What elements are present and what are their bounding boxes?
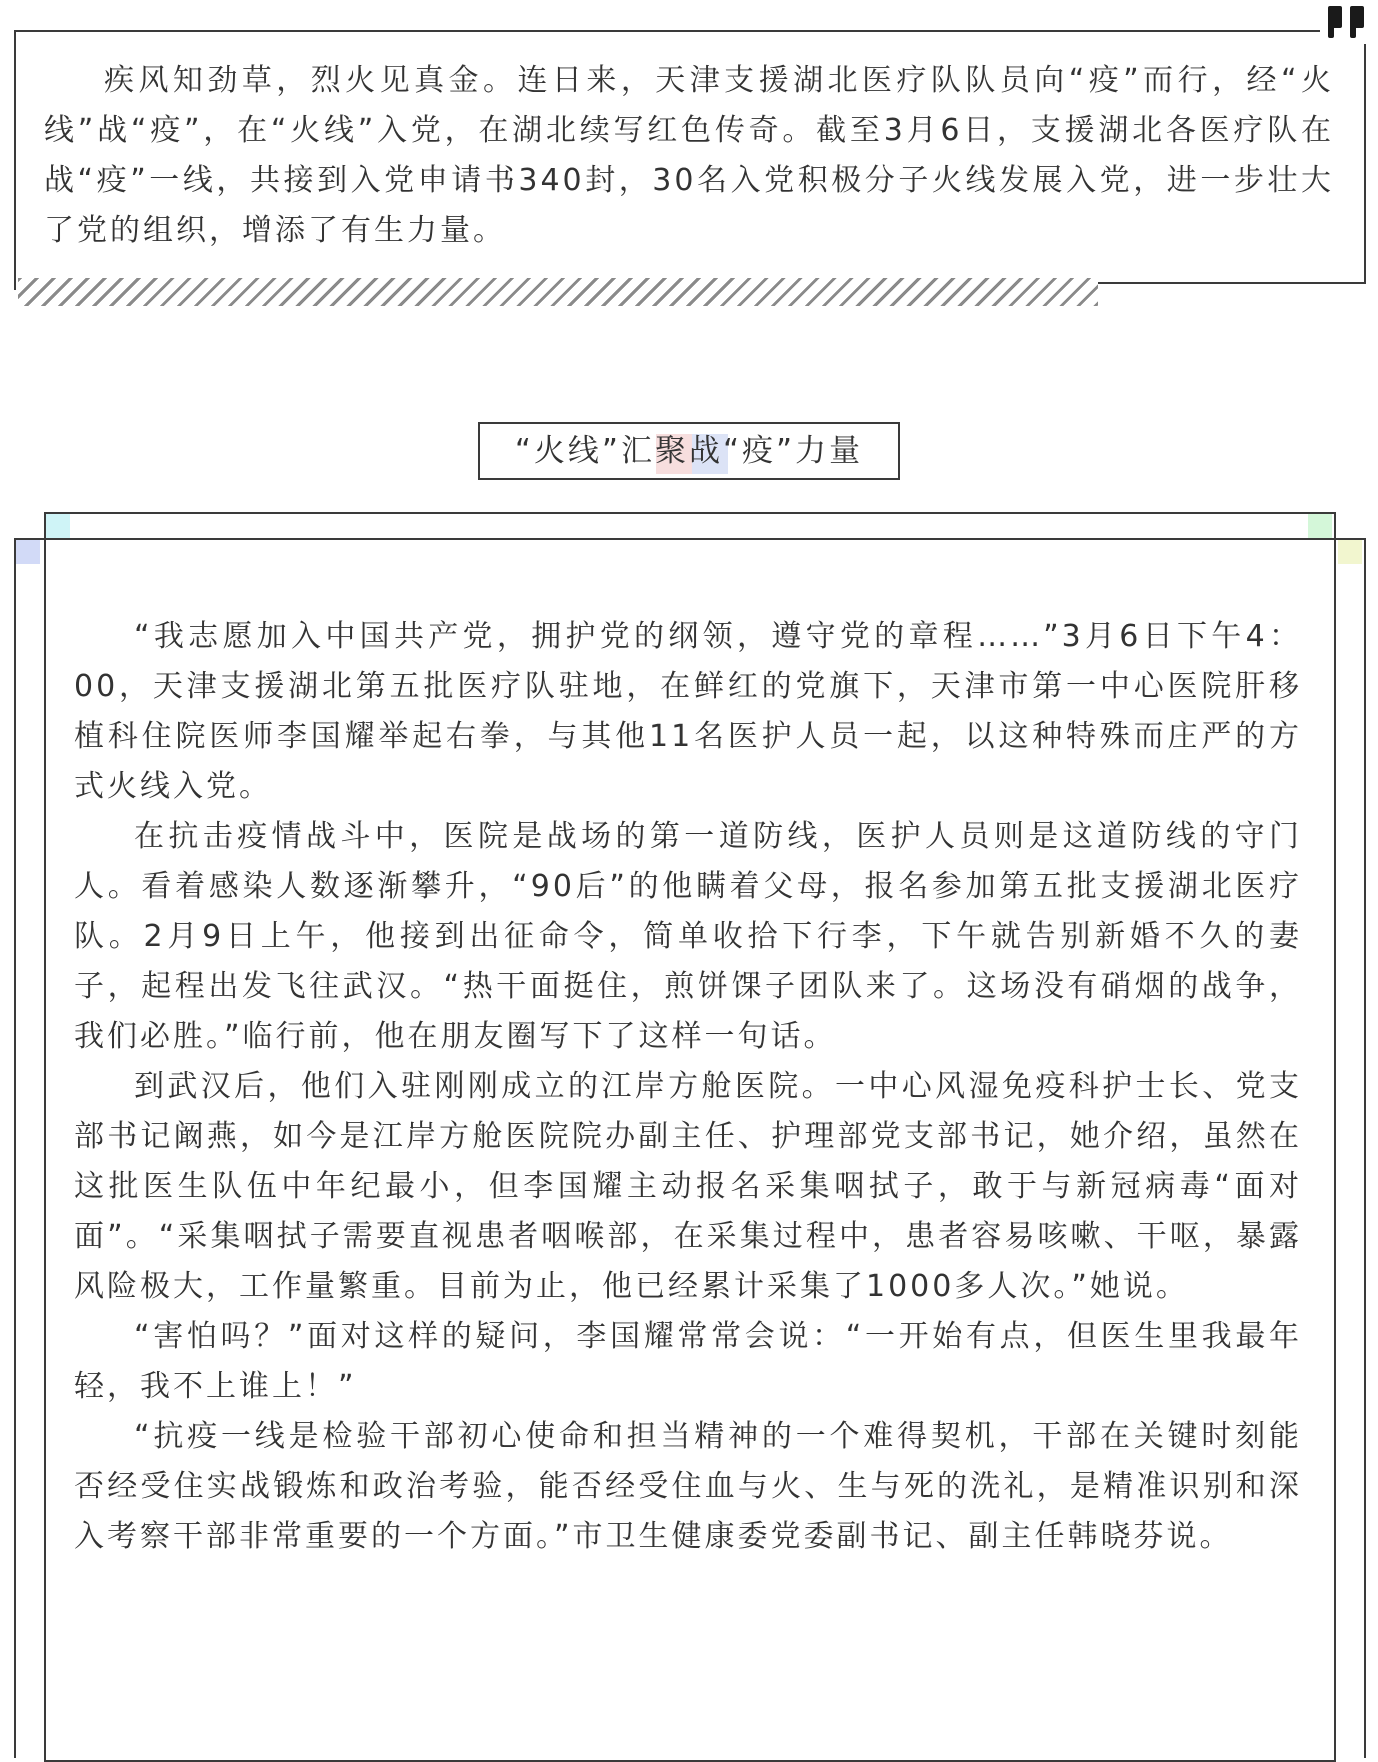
corner-accent-blue <box>16 540 40 564</box>
corner-accent-green <box>1308 514 1332 538</box>
corner-accent-cyan <box>46 514 70 538</box>
intro-bottom-border <box>1098 282 1366 284</box>
intro-paragraph: 疾风知劲草，烈火见真金。连日来，天津支援湖北医疗队队员向“疫”而行，经“火线”战“疫”，在“火线”入党，在湖北续写红色传奇。截至3月6日，支援湖北各医疗队在战“疫”一线，共接到入党申请书340封，30名入党积极分子火线发展入党，进一步壮大了党的组织，增添了有生力量。 <box>44 63 1334 248</box>
body-paragraph-3: 到武汉后，他们入驻刚刚成立的江岸方舱医院。一中心风湿免疫科护士长、党支部书记阚燕，如今是江岸方舱医院院办副主任、护理部党支部书记，她介绍，虽然在这批医生队伍中年纪最小，但李国耀主动报名采集咽拭子，敢于与新冠病毒“面对面”。“采集咽拭子需要直视患者咽喉部，在采集过程中，患者容易咳嗽、干呕，暴露风险极大，工作量繁重。目前为止，他已经累计采集了1000多人次。”她说。 <box>74 1069 1302 1304</box>
intro-left-border-extension <box>14 250 16 290</box>
corner-accent-yellow <box>1338 540 1362 564</box>
body-paragraph-2: 在抗击疫情战斗中，医院是战场的第一道防线，医护人员则是这道防线的守门人。看着感染人数逐渐攀升，“90后”的他瞒着父母，报名参加第五批支援湖北医疗队。2月9日上午，他接到出征命令，简单收拾下行李，下午就告别新婚不久的妻子，起程出发飞往武汉。“热干面挺住，煎饼馃子团队来了。这场没有硝烟的战争，我们必胜。”临行前，他在朋友圈写下了这样一句话。 <box>74 819 1302 1054</box>
section-title-box <box>478 422 900 480</box>
closing-quote-icon <box>1320 0 1372 44</box>
body-paragraph-5: “抗疫一线是检验干部初心使命和担当精神的一个难得契机，干部在关键时刻能否经受住实战锻炼和政治考验，能否经受住血与火、生与死的洗礼，是精准识别和深入考察干部非常重要的一个方面。”市卫生健康委党委副书记、副主任韩晓芬说。 <box>74 1419 1302 1554</box>
body-paragraph-1: “我志愿加入中国共产党，拥护党的纲领，遵守党的章程……”3月6日下午4：00，天津支援湖北第五批医疗队驻地，在鲜红的党旗下，天津市第一中心医院肝移植科住院医师李国耀举起右拳，与其他11名医护人员一起，以这种特殊而庄严的方式火线入党。 <box>74 619 1302 804</box>
body-paragraph-4: “害怕吗？”面对这样的疑问，李国耀常常会说：“一开始有点，但医生里我最年轻，我不上谁上！” <box>74 1319 1302 1404</box>
article-body <box>74 612 1302 1562</box>
hatch-divider <box>18 278 1098 306</box>
section-title: “火线”汇聚战“疫”力量 <box>514 433 864 469</box>
